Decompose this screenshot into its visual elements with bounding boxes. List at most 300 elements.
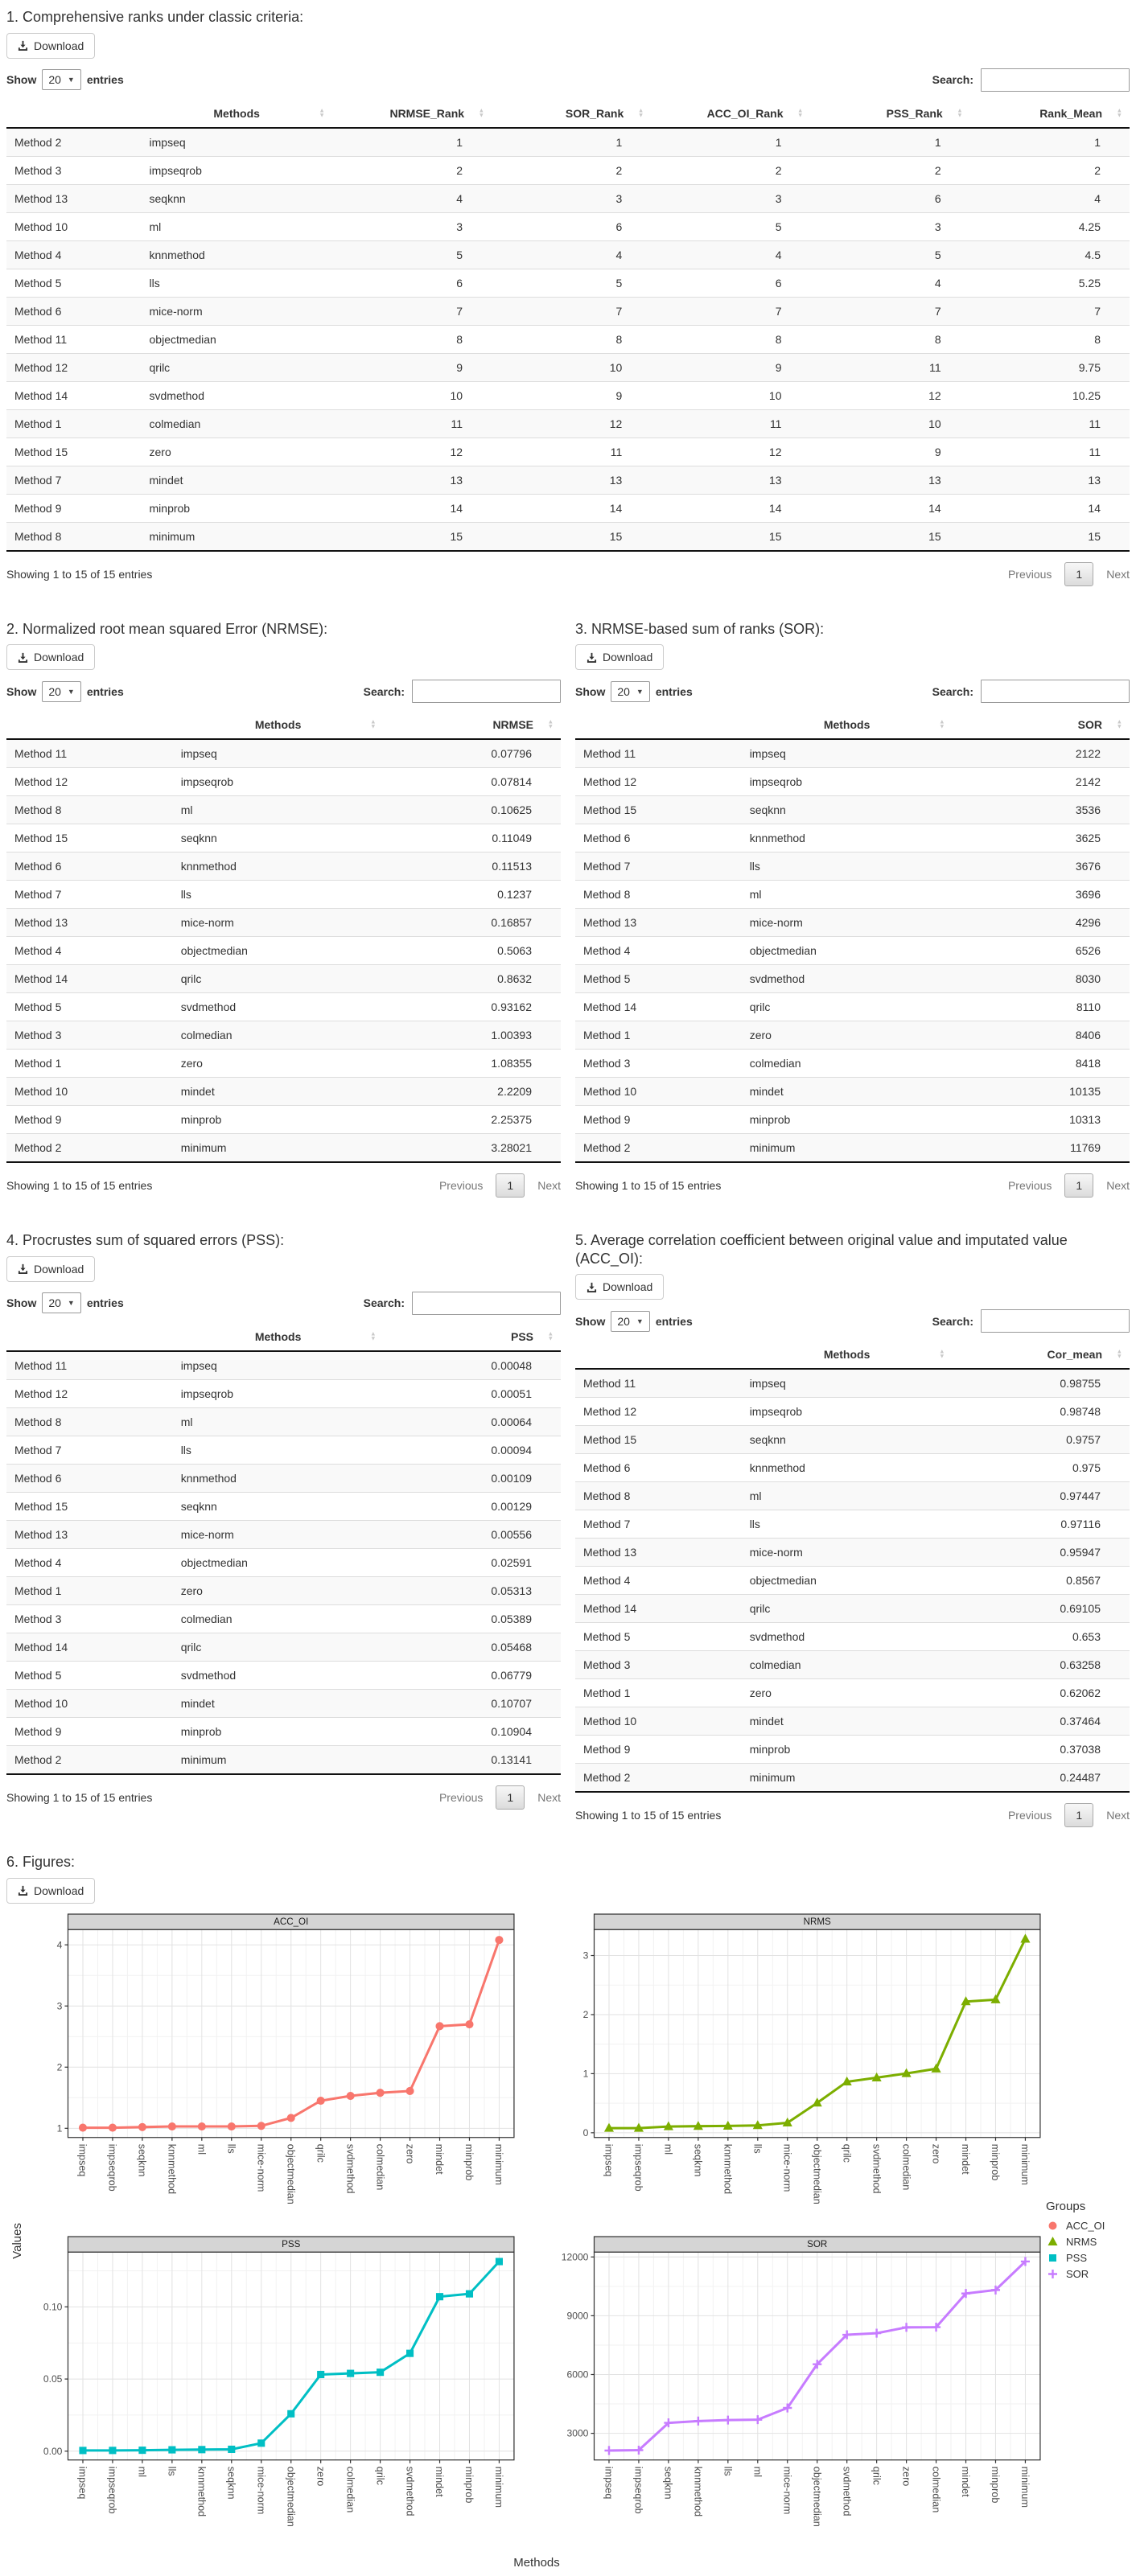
page-length-select[interactable] (611, 681, 650, 702)
table-row (575, 1369, 1130, 1398)
svg-text:NRMS: NRMS (803, 1916, 831, 1927)
download-button[interactable] (6, 1256, 95, 1282)
cell: 0.00129 (384, 1492, 562, 1520)
cell: Method 2 (575, 1134, 742, 1163)
cell: 8030 (953, 965, 1130, 993)
page-length-select[interactable] (42, 681, 81, 702)
table-row (575, 739, 1130, 768)
cell: 13 (810, 466, 969, 494)
page-length-control (6, 69, 124, 90)
nrmse-table (6, 711, 561, 1163)
table-info: Showing 1 to 15 of 15 entries (575, 1809, 722, 1822)
svg-text:seqknn: seqknn (225, 2467, 237, 2500)
caret-down-icon: ▼ (67, 1299, 75, 1307)
search-label: Search: (932, 73, 973, 86)
cell: 7 (651, 297, 810, 325)
sort-icon: ▲ ▼ (1116, 106, 1122, 119)
search-control (932, 1309, 1130, 1333)
cell: 0.13141 (384, 1745, 562, 1774)
cell: Method 2 (14, 135, 62, 149)
cell: 0.97116 (953, 1510, 1130, 1539)
cell: 4 (970, 184, 1130, 212)
cell: Method 6 (575, 1454, 742, 1482)
page-length-select[interactable] (42, 69, 81, 90)
table-row (6, 1106, 561, 1134)
svg-text:3: 3 (582, 1949, 589, 1962)
svg-text:1: 1 (582, 2068, 589, 2080)
table-row (575, 1106, 1130, 1134)
column-header-Methods[interactable]: Methods ▲ ▼ (142, 100, 332, 128)
cell: zero (142, 438, 332, 466)
cell: 0.00048 (491, 1358, 532, 1372)
svg-text:colmedian: colmedian (900, 2143, 912, 2190)
cell: impseqrob (742, 768, 953, 796)
svg-text:ml: ml (136, 2467, 148, 2478)
cell: 2 (492, 156, 651, 184)
sor-table (575, 711, 1130, 1163)
search-input[interactable] (981, 680, 1130, 703)
cell: 14 (651, 494, 810, 522)
column-header-SOR_Rank[interactable]: SOR_Rank ▲ ▼ (492, 100, 651, 128)
svg-text:impseq: impseq (76, 2143, 88, 2176)
previous-page-button[interactable]: Previous (1007, 1179, 1052, 1192)
cell: 10313 (953, 1106, 1130, 1134)
cell: minprob (742, 1106, 953, 1134)
cell: knnmethod (173, 1464, 384, 1492)
cell: 12 (492, 409, 651, 438)
cell: Method 6 (6, 853, 173, 881)
page-1-button[interactable]: 1 (1064, 562, 1093, 586)
download-button[interactable] (6, 1878, 95, 1904)
cell: 3 (651, 184, 810, 212)
next-page-button[interactable]: Next (537, 1790, 561, 1804)
cell: 4 (651, 240, 810, 269)
cell: Method 9 (575, 1736, 742, 1764)
cell: Method 1 (6, 1576, 173, 1604)
svg-text:svdmethod: svdmethod (841, 2467, 853, 2516)
cell: Method 8 (6, 796, 173, 824)
table-row (6, 353, 1130, 381)
cell: Method 9 (6, 1717, 173, 1745)
table-row (575, 1764, 1130, 1793)
cell: Method 12 (6, 768, 173, 796)
previous-page-button[interactable]: Previous (1007, 567, 1052, 581)
cell: 1 (456, 135, 463, 149)
cell: 10 (332, 381, 492, 409)
cell: 9.75 (970, 353, 1130, 381)
cell: 8110 (953, 993, 1130, 1021)
cell: 2 (810, 156, 969, 184)
cell: 1 (615, 135, 623, 149)
cell: Method 6 (6, 1464, 173, 1492)
sort-icon: ▲ ▼ (797, 106, 804, 119)
cell: Method 8 (575, 1482, 742, 1510)
table-row (6, 212, 1130, 240)
cell: 13 (970, 466, 1130, 494)
cell: 9 (810, 438, 969, 466)
sort-icon: ▲ ▼ (478, 106, 485, 119)
svg-text:minprob: minprob (990, 2467, 1002, 2504)
svg-text:12000: 12000 (561, 2251, 589, 2263)
cell: 11 (970, 438, 1130, 466)
column-header-NRMSE_Rank[interactable]: NRMSE_Rank ▲ ▼ (332, 100, 492, 128)
cell: 5 (810, 240, 969, 269)
sort-icon: ▲ ▼ (957, 106, 963, 119)
svg-text:minprob: minprob (463, 2467, 475, 2504)
sort-icon: ▲ ▼ (547, 717, 554, 730)
svg-text:knnmethod: knnmethod (166, 2143, 178, 2194)
cell: seqknn (742, 1426, 953, 1454)
table-row (6, 1689, 561, 1717)
cell: impseq (180, 1358, 217, 1372)
cell: 1.00393 (384, 1021, 562, 1050)
cell: svdmethod (742, 1623, 953, 1651)
legend-label: SOR (1066, 2267, 1089, 2280)
cell: 14 (332, 494, 492, 522)
cell: Method 15 (575, 796, 742, 824)
table-info: Showing 1 to 15 of 15 entries (6, 1790, 153, 1804)
page-length-control (6, 681, 124, 702)
cell: impseq (180, 747, 217, 760)
cell: mindet (742, 1078, 953, 1106)
ranks-table (6, 100, 1130, 552)
cell: 7 (492, 297, 651, 325)
column-header-Methods[interactable]: Methods ▲ ▼ (742, 1341, 953, 1369)
table-row (575, 824, 1130, 853)
next-page-button[interactable]: Next (1106, 567, 1130, 581)
table-row (6, 1717, 561, 1745)
header-row (575, 1341, 1130, 1369)
cell: minimum (742, 1134, 953, 1163)
cell: 11 (332, 409, 492, 438)
cell: Method 4 (6, 240, 142, 269)
previous-page-button[interactable]: Previous (438, 1790, 484, 1804)
cell: 2.2209 (384, 1078, 562, 1106)
cell: lls (742, 1510, 953, 1539)
cell: 5.25 (970, 269, 1130, 297)
search-label: Search: (932, 1314, 973, 1328)
cell: objectmedian (742, 1567, 953, 1595)
download-button[interactable] (6, 33, 95, 59)
svg-text:minimum: minimum (1019, 2467, 1031, 2508)
cell: Method 7 (6, 466, 142, 494)
svg-text:2: 2 (582, 2008, 589, 2020)
cell: knnmethod (742, 1454, 953, 1482)
cell: svdmethod (142, 381, 332, 409)
show-label: Show (575, 684, 606, 698)
cell: 0.00064 (384, 1407, 562, 1436)
table-row (575, 881, 1130, 909)
cell: 0.62062 (953, 1679, 1130, 1707)
section-title: 2. Normalized root mean squared Error (NRMSE): (6, 620, 328, 637)
cell: 2 (332, 156, 492, 184)
table-row (575, 1595, 1130, 1623)
table-row (6, 1407, 561, 1436)
section-figures (6, 1853, 1130, 2570)
cell: zero (742, 1021, 953, 1050)
figures-plot (6, 1913, 1130, 2570)
cell: Method 11 (583, 1377, 636, 1390)
cell: objectmedian (142, 325, 332, 353)
cell: 13 (492, 466, 651, 494)
cell: lls (173, 1436, 384, 1464)
cell: ml (142, 212, 332, 240)
cell: Method 6 (575, 824, 742, 853)
svg-text:PSS: PSS (282, 2239, 301, 2250)
table-row (6, 993, 561, 1021)
page-length-value: 20 (617, 1314, 630, 1328)
cell: Method 4 (575, 937, 742, 965)
table-row (575, 993, 1130, 1021)
cell: Method 1 (6, 409, 142, 438)
next-page-button[interactable]: Next (1106, 1179, 1130, 1192)
cell: 0.11513 (384, 853, 562, 881)
table-row (6, 297, 1130, 325)
pss-table (6, 1323, 561, 1775)
svg-text:colmedian: colmedian (374, 2143, 386, 2190)
cell: Method 6 (6, 297, 142, 325)
column-header-SOR[interactable]: SOR ▲ ▼ (953, 711, 1130, 739)
page-1-button[interactable]: 1 (1064, 1803, 1093, 1827)
previous-page-button[interactable]: Previous (1007, 1809, 1052, 1822)
table-row (6, 184, 1130, 212)
square-marker-icon (1046, 2251, 1060, 2265)
svg-text:mindet: mindet (960, 2467, 972, 2498)
cell: 13 (332, 466, 492, 494)
cell: 9 (492, 381, 651, 409)
cell: 8 (970, 325, 1130, 353)
download-button[interactable] (575, 644, 664, 670)
cell: ml (173, 796, 384, 824)
section-nrmse (6, 612, 561, 1202)
table-row (575, 1050, 1130, 1078)
download-icon (587, 652, 597, 663)
cell: impseq (749, 1377, 786, 1390)
cell: seqknn (173, 824, 384, 853)
cell: 7 (332, 297, 492, 325)
cell: 7 (810, 297, 969, 325)
table-info: Showing 1 to 15 of 15 entries (6, 1179, 153, 1192)
cell: 15 (970, 522, 1130, 551)
cell: 0.97447 (953, 1482, 1130, 1510)
show-label: Show (6, 73, 37, 86)
cell: 2142 (953, 768, 1130, 796)
cell: Method 4 (6, 937, 173, 965)
entries-label: entries (655, 684, 693, 698)
triangle-marker-icon (1046, 2235, 1060, 2249)
sort-icon: ▲ ▼ (939, 717, 945, 730)
cell: 4 (810, 269, 969, 297)
page-length-select[interactable] (42, 1292, 81, 1313)
y-axis-title: Values (10, 2223, 24, 2260)
cell: 12 (651, 438, 810, 466)
cell: 12 (810, 381, 969, 409)
cell: Method 2 (6, 1745, 173, 1774)
cell: qrilc (742, 993, 953, 1021)
legend-item-NRMS (1046, 2235, 1130, 2249)
table-row (575, 1021, 1130, 1050)
table-row (6, 1661, 561, 1689)
svg-text:lls: lls (225, 2143, 237, 2154)
table-row (575, 1736, 1130, 1764)
cell: 0.05389 (384, 1604, 562, 1633)
cell: 0.1237 (384, 881, 562, 909)
sor-plot (554, 2236, 1046, 2554)
column-header-NRMSE[interactable]: NRMSE ▲ ▼ (384, 711, 562, 739)
cell: 8418 (953, 1050, 1130, 1078)
cell: 1 (775, 135, 782, 149)
cell: Method 3 (6, 1604, 173, 1633)
cell: 0.05313 (384, 1576, 562, 1604)
cell: 4.5 (970, 240, 1130, 269)
cell: 0.98748 (953, 1398, 1130, 1426)
cell: impseqrob (142, 156, 332, 184)
svg-text:3000: 3000 (566, 2428, 589, 2440)
cell: 12 (332, 438, 492, 466)
cell: 3 (332, 212, 492, 240)
cell: Method 5 (575, 1623, 742, 1651)
cell: 3625 (953, 824, 1130, 853)
table-row (6, 494, 1130, 522)
svg-text:mice-norm: mice-norm (255, 2467, 267, 2515)
table-row (6, 240, 1130, 269)
svg-text:impseqrob: impseqrob (106, 2467, 118, 2515)
cell: Method 12 (6, 353, 142, 381)
cell: 6 (651, 269, 810, 297)
download-button[interactable] (6, 644, 95, 670)
cell: 0.98755 (1060, 1377, 1101, 1390)
table-row (575, 1426, 1130, 1454)
cell: Method 1 (6, 1050, 173, 1078)
acc-oi-plot (27, 1913, 520, 2232)
column-header-ACC_OI_Rank[interactable]: ACC_OI_Rank ▲ ▼ (651, 100, 810, 128)
table-row (6, 466, 1130, 494)
cell: 0.05468 (384, 1633, 562, 1661)
header-row (6, 711, 561, 739)
cell: 15 (492, 522, 651, 551)
cell: objectmedian (742, 937, 953, 965)
cell: 0.95947 (953, 1539, 1130, 1567)
page-length-select[interactable] (611, 1311, 650, 1332)
svg-text:lls: lls (722, 2467, 734, 2477)
table-row (6, 128, 1130, 157)
cell: 0.5063 (384, 937, 562, 965)
next-page-button[interactable]: Next (537, 1179, 561, 1192)
cell: Method 14 (6, 965, 173, 993)
column-header-Methods[interactable]: Methods ▲ ▼ (173, 711, 384, 739)
sort-icon: ▲ ▼ (370, 717, 377, 730)
cell: Method 4 (575, 1567, 742, 1595)
cell: Method 1 (575, 1679, 742, 1707)
pagination (1008, 1803, 1130, 1827)
svg-text:impseqrob: impseqrob (632, 2467, 644, 2515)
table-row (6, 156, 1130, 184)
search-input[interactable] (981, 1309, 1130, 1333)
circle-marker-icon (1046, 2219, 1060, 2233)
svg-text:svdmethod: svdmethod (871, 2143, 883, 2193)
page-1-button[interactable]: 1 (1064, 1173, 1093, 1198)
table-row (6, 1464, 561, 1492)
download-button[interactable] (575, 1274, 664, 1300)
column-header-Cor_mean[interactable]: Cor_mean ▲ ▼ (953, 1341, 1130, 1369)
cell: 15 (810, 522, 969, 551)
table-row (575, 937, 1130, 965)
cell: 0.8567 (953, 1567, 1130, 1595)
column-header-Methods[interactable]: Methods ▲ ▼ (742, 711, 953, 739)
page-length-control (575, 681, 693, 702)
cell: 0.16857 (384, 909, 562, 937)
pagination (1008, 562, 1130, 586)
cell: Method 7 (6, 881, 173, 909)
cell: 10135 (953, 1078, 1130, 1106)
column-header-PSS[interactable]: PSS ▲ ▼ (384, 1323, 562, 1351)
page-1-button[interactable]: 1 (496, 1785, 525, 1810)
sort-icon: ▲ ▼ (547, 1329, 554, 1342)
legend-label: NRMS (1066, 2235, 1097, 2248)
search-input[interactable] (412, 680, 561, 703)
legend-item-SOR (1046, 2267, 1130, 2281)
header-row (6, 1323, 561, 1351)
table-row (575, 1398, 1130, 1426)
cell: 0.07796 (491, 747, 532, 760)
cell: Method 2 (575, 1764, 742, 1793)
previous-page-button[interactable]: Previous (438, 1179, 484, 1192)
svg-text:minprob: minprob (463, 2143, 475, 2180)
svg-text:mice-norm: mice-norm (781, 2467, 793, 2515)
cell: colmedian (742, 1651, 953, 1679)
table-row (6, 1633, 561, 1661)
column-header-Rank_Mean[interactable]: Rank_Mean ▲ ▼ (970, 100, 1130, 128)
cell: 0.93162 (384, 993, 562, 1021)
cell: 8 (492, 325, 651, 353)
svg-text:qrilc: qrilc (315, 2143, 327, 2163)
cell: svdmethod (173, 1661, 384, 1689)
column-header-Methods[interactable]: Methods ▲ ▼ (173, 1323, 384, 1351)
entries-label: entries (86, 73, 124, 86)
cell: Method 5 (6, 269, 142, 297)
cell: 5 (492, 269, 651, 297)
table-row (6, 965, 561, 993)
page-1-button[interactable]: 1 (496, 1173, 525, 1198)
table-row (6, 909, 561, 937)
search-input[interactable] (981, 68, 1130, 92)
search-input[interactable] (412, 1292, 561, 1315)
cell: qrilc (142, 353, 332, 381)
cell: 10 (651, 381, 810, 409)
cell: mice-norm (142, 297, 332, 325)
cell: 0.653 (953, 1623, 1130, 1651)
caret-down-icon: ▼ (67, 76, 75, 84)
cell: zero (173, 1050, 384, 1078)
section-title: 6. Figures: (6, 1854, 76, 1870)
next-page-button[interactable]: Next (1106, 1809, 1130, 1822)
cell: Method 4 (6, 1548, 173, 1576)
cell: Method 13 (575, 909, 742, 937)
cell: Method 8 (6, 1407, 173, 1436)
cell: 5 (332, 240, 492, 269)
svg-text:lls: lls (166, 2467, 178, 2477)
cell: Method 15 (6, 1492, 173, 1520)
column-header-PSS_Rank[interactable]: PSS_Rank ▲ ▼ (810, 100, 969, 128)
cell: 4 (492, 240, 651, 269)
cell: knnmethod (742, 824, 953, 853)
svg-text:mindet: mindet (434, 2467, 446, 2498)
cell: Method 14 (6, 381, 142, 409)
column-header-rownames (575, 1341, 742, 1369)
svg-text:mindet: mindet (960, 2143, 972, 2175)
cell: Method 14 (575, 993, 742, 1021)
download-label: Download (603, 651, 653, 664)
